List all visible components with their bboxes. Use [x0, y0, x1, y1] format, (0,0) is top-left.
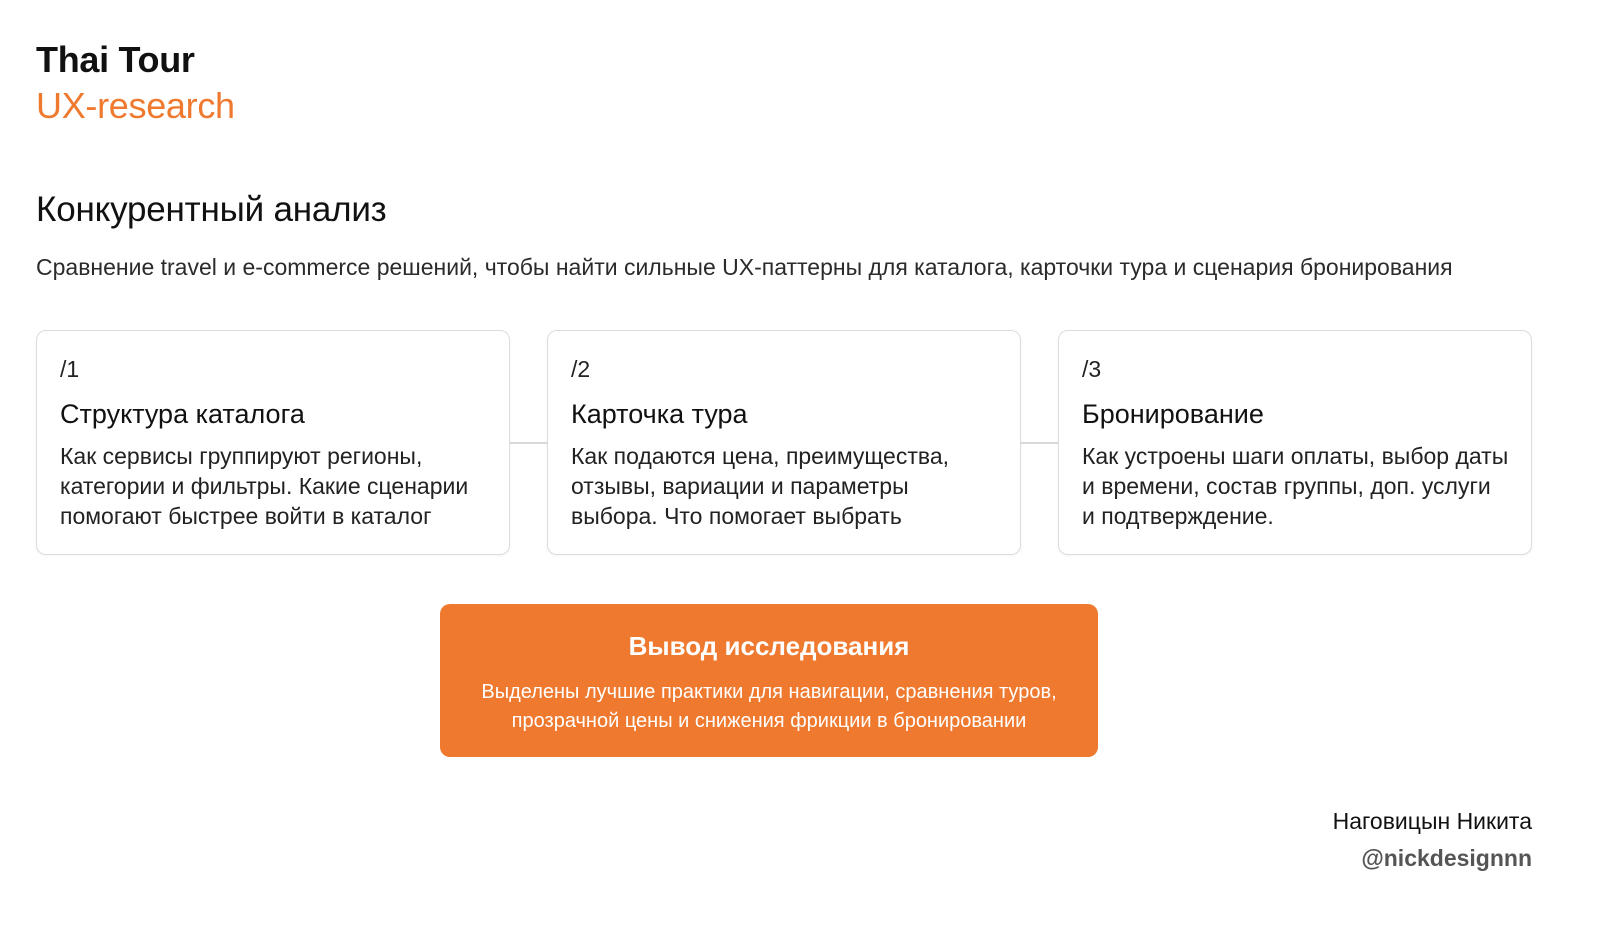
page-subtitle: UX-research — [36, 85, 235, 126]
author-name: Наговицын Никита — [1332, 808, 1532, 834]
card-title: Структура каталога — [60, 399, 305, 429]
research-card-booking — [1058, 330, 1532, 555]
card-number: /3 — [1082, 356, 1102, 382]
card-title: Карточка тура — [571, 399, 748, 429]
research-card-tour — [547, 330, 1021, 555]
card-number: /2 — [571, 356, 591, 382]
section-description: Сравнение travel и e-commerce решений, чтобы найти сильные UX-паттерны для каталога, карточки тура и сценария бронирования — [36, 254, 1453, 280]
conclusion-text: Выделены лучшие практики для навигации, сравнения туров, прозрачной цены и снижения фрикции в бронировании — [481, 681, 1057, 732]
author-handle: @nickdesignnn — [1361, 845, 1532, 871]
card-number: /1 — [60, 356, 80, 382]
section-title: Конкурентный анализ — [36, 190, 387, 229]
card-text: Как подаются цена, преимущества, отзывы, вариации и параметры выбора. Что помогает выбрать — [571, 443, 950, 529]
card-text: Как устроены шаги оплаты, выбор даты и времени, состав группы, доп. услуги и подтверждение. — [1082, 443, 1509, 529]
research-card-catalog — [36, 330, 510, 555]
card-title: Бронирование — [1082, 399, 1264, 429]
card-text: Как сервисы группируют регионы, категории и фильтры. Какие сценарии помогают быстрее войти в каталог — [60, 443, 469, 529]
card-connector-2 — [1021, 442, 1059, 444]
card-connector-1 — [510, 442, 548, 444]
conclusion-title: Вывод исследования — [628, 631, 910, 661]
conclusion-banner — [440, 604, 1098, 757]
page-title: Thai Tour — [36, 39, 195, 80]
